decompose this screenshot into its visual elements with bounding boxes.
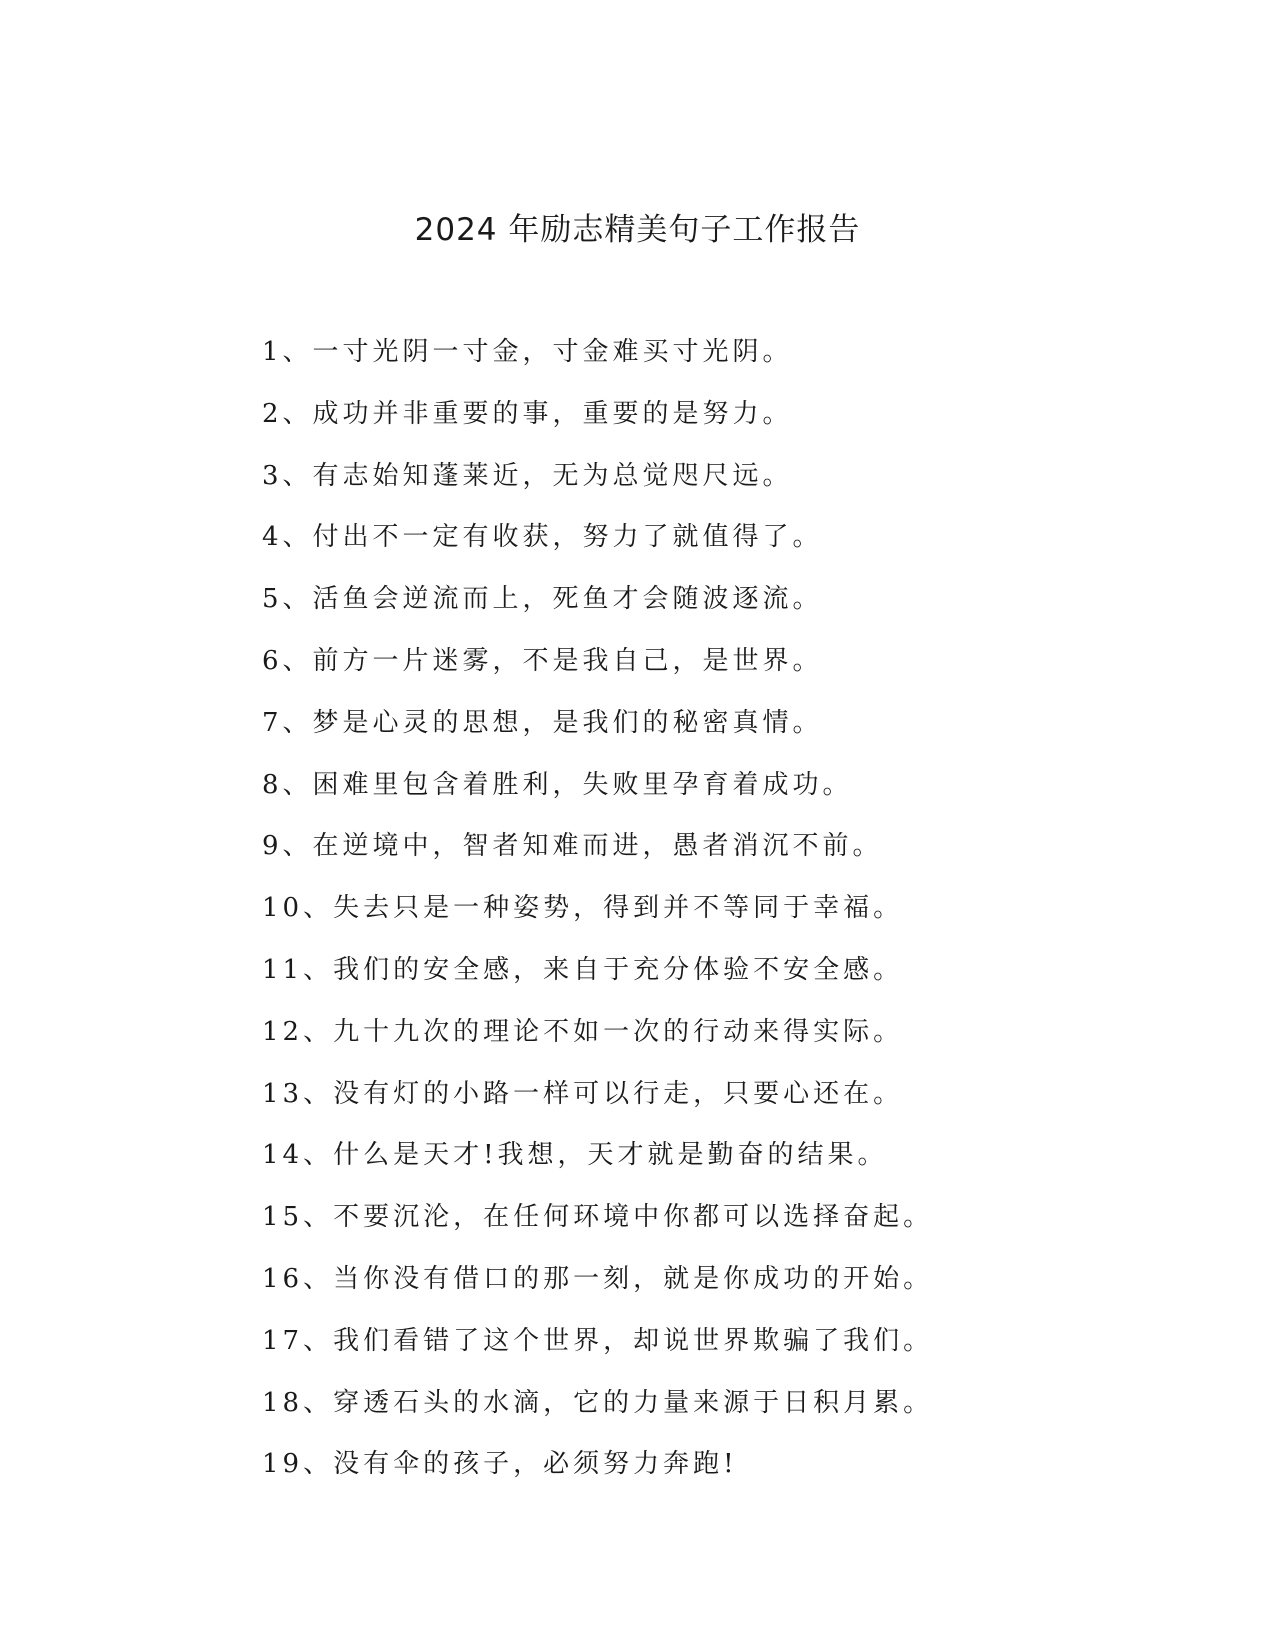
page-title: 2024 年励志精美句子工作报告 <box>414 212 861 248</box>
list-item: 15、不要沉沦，在任何环境中你都可以选择奋起。 <box>262 1202 934 1233</box>
list-item: 16、当你没有借口的那一刻，就是你成功的开始。 <box>262 1263 934 1294</box>
list-item: 14、什么是天才!我想，天才就是勤奋的结果。 <box>262 1140 888 1171</box>
list-item: 2、成功并非重要的事，重要的是努力。 <box>262 398 793 429</box>
list-item: 12、九十九次的理论不如一次的行动来得实际。 <box>262 1016 904 1047</box>
list-item: 18、穿透石头的水滴，它的力量来源于日积月累。 <box>262 1387 934 1418</box>
list-item: 19、没有伞的孩子，必须努力奔跑! <box>262 1449 738 1480</box>
list-item: 9、在逆境中，智者知难而进，愚者消沉不前。 <box>262 831 883 862</box>
list-item: 3、有志始知蓬莱近，无为总觉咫尺远。 <box>262 460 793 491</box>
list-item: 17、我们看错了这个世界，却说世界欺骗了我们。 <box>262 1325 934 1356</box>
quote-list <box>262 331 1222 1505</box>
list-item: 10、失去只是一种姿势，得到并不等同于幸福。 <box>262 893 904 924</box>
list-item: 4、付出不一定有收获，努力了就值得了。 <box>262 522 823 553</box>
list-item: 13、没有灯的小路一样可以行走，只要心还在。 <box>262 1078 904 1109</box>
list-item: 7、梦是心灵的思想，是我们的秘密真情。 <box>262 707 823 738</box>
list-item: 8、困难里包含着胜利，失败里孕育着成功。 <box>262 769 853 800</box>
list-item: 11、我们的安全感，来自于充分体验不安全感。 <box>262 954 904 985</box>
list-item: 1、一寸光阴一寸金，寸金难买寸光阴。 <box>262 337 793 367</box>
list-item: 5、活鱼会逆流而上，死鱼才会随波逐流。 <box>262 584 823 615</box>
list-item: 6、前方一片迷雾，不是我自己，是世界。 <box>262 645 823 676</box>
